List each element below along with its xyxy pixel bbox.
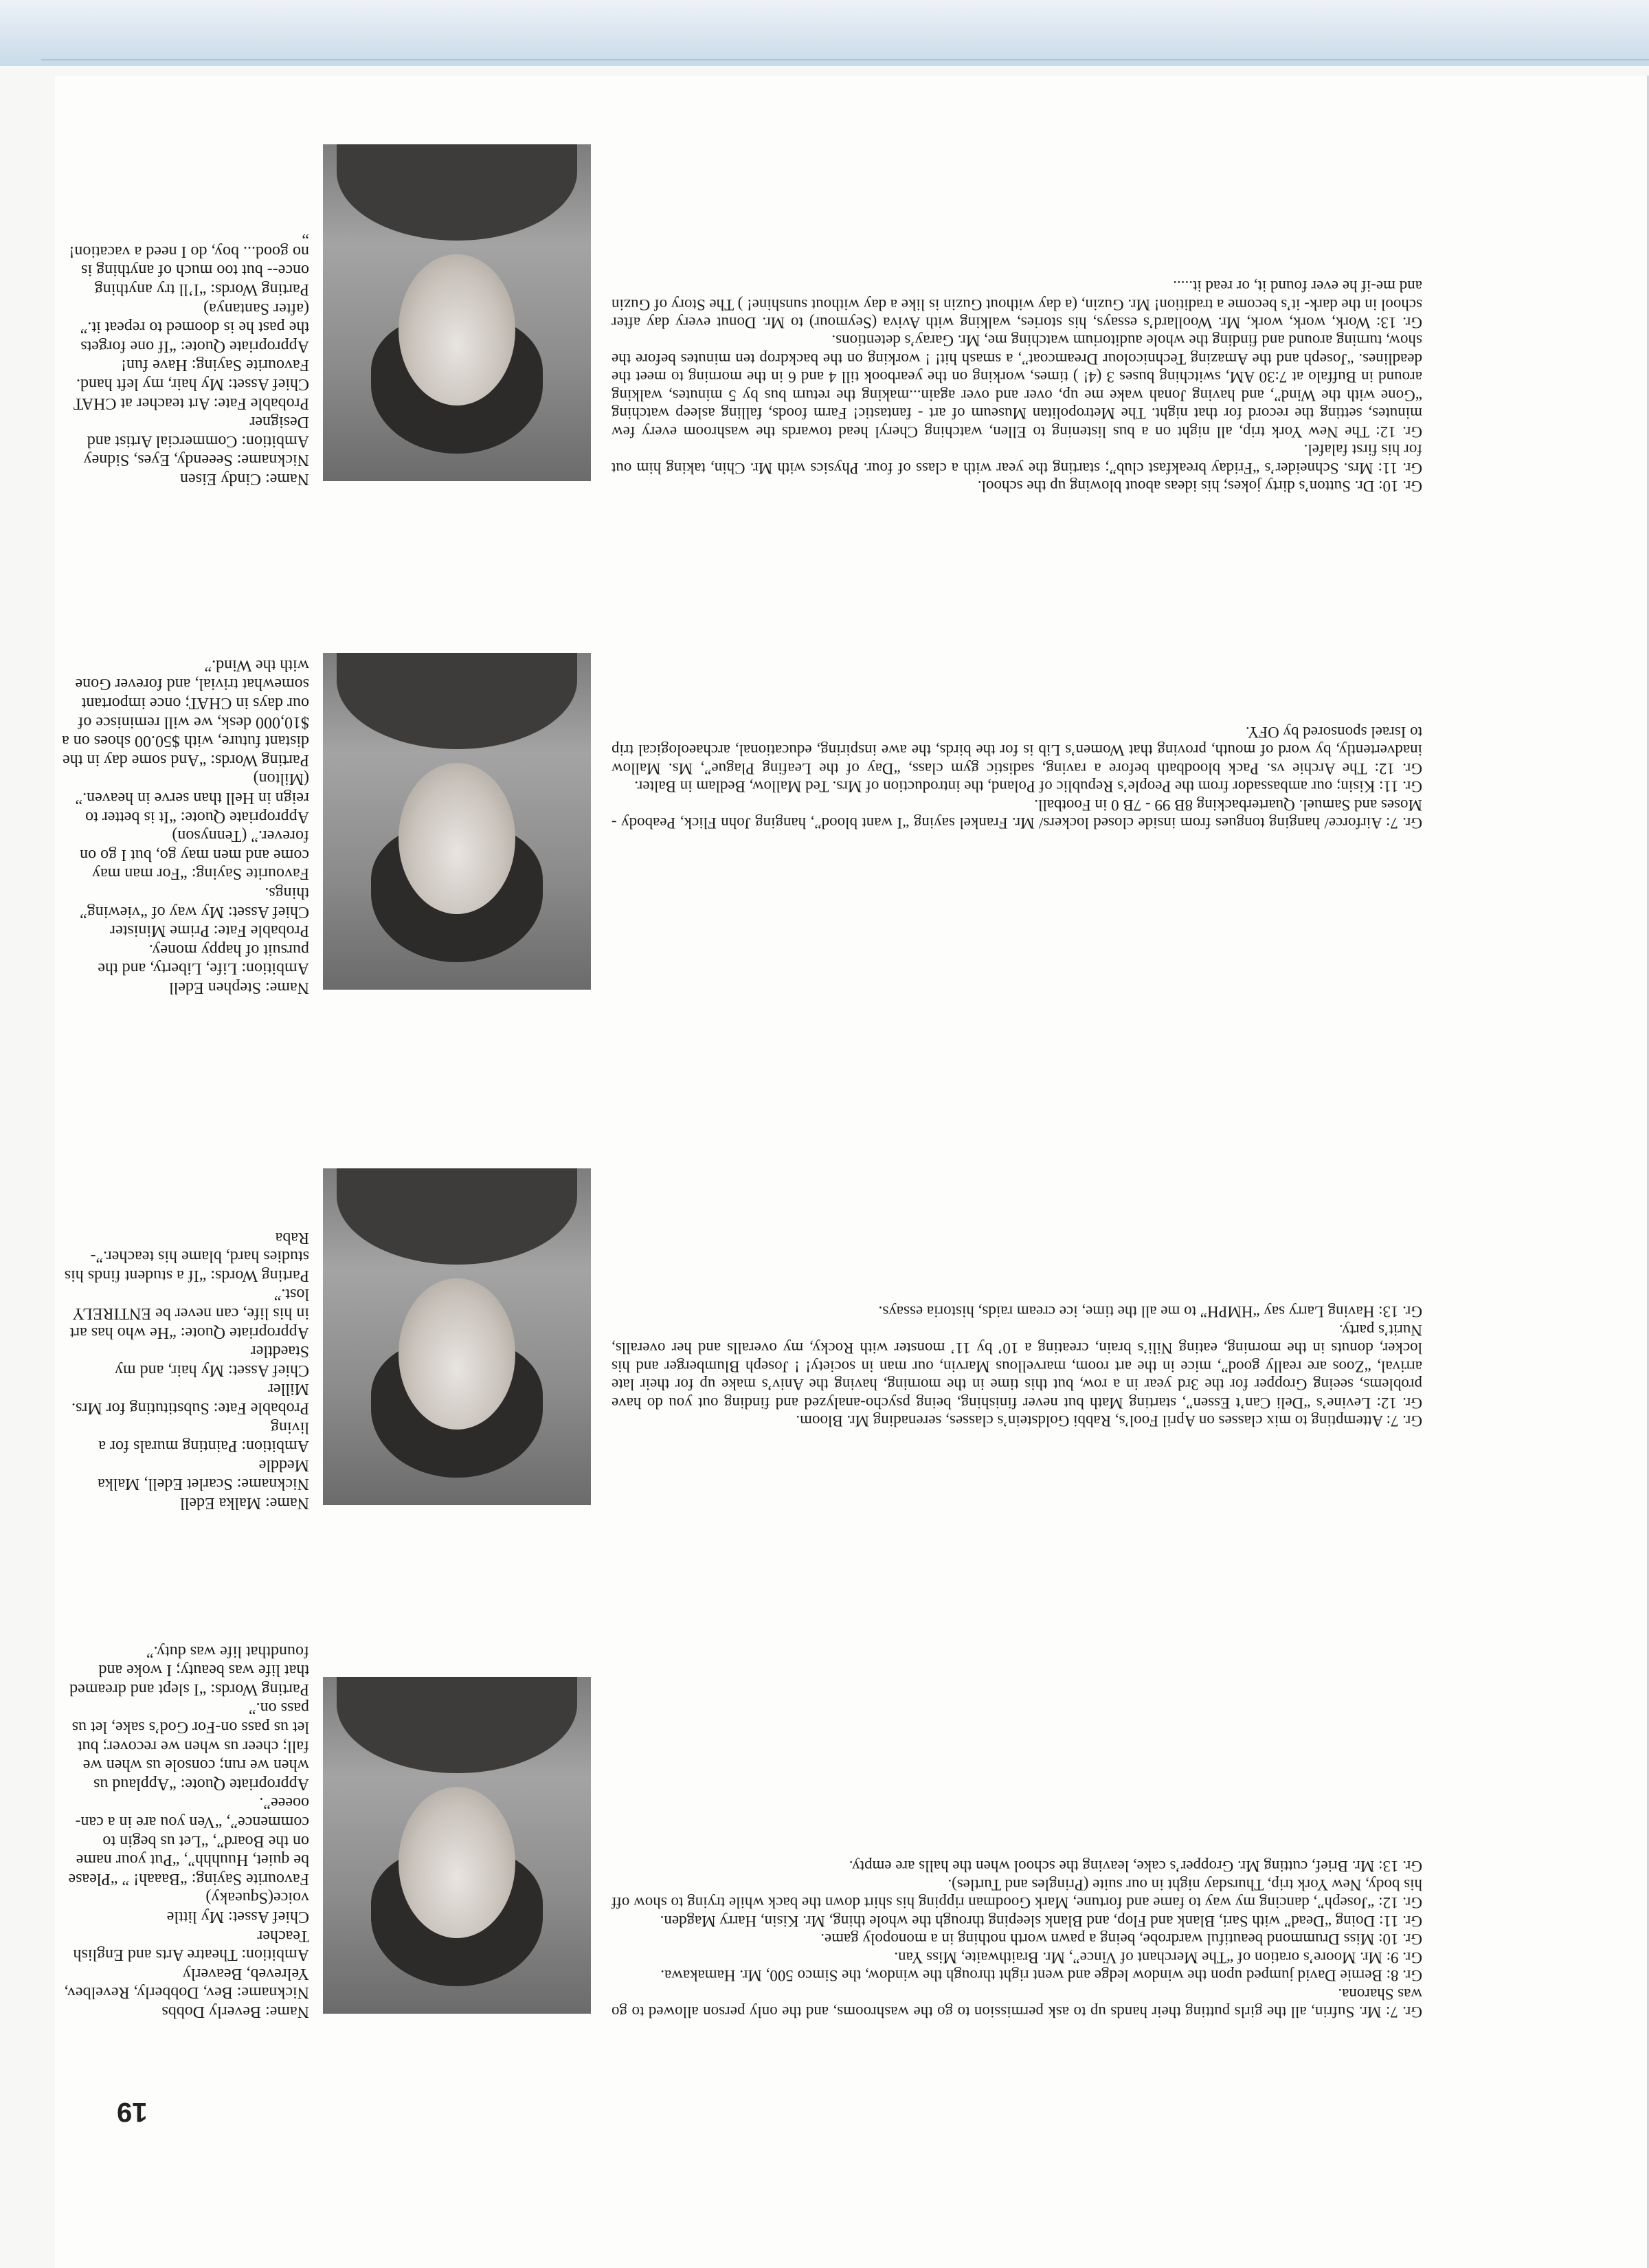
profile-parting-words: Parting Words: “If a student finds his studies hard, blame his teacher.”-Raba: [64, 1228, 309, 1285]
profile-favourite-saying: Favourite Saying: Have fun!: [121, 356, 309, 375]
memory-gr12: Gr. 12: Levine’s “Deli Can’t Essen”, starting Math but never finishing, being psycho-analyzed and finding out you do have problems, seeing Gropper for the 3rd year in a row, but this time in the morning, having the Aniv’s make up for their late arrival, “Zoos are really good”, mice in the art room, marvellous Marvin, our man in society! ! Joseph Blumberger and his locker, donuts in the morning, eating Nili’s brain, creating a 10’ by 11’ monster with Rocky, my overalls and her overalls, Nurit’s party.: [612, 1321, 1422, 1412]
memory-gr13: Gr. 13: Mr. Brief, cutting Mr. Gropper’s cake, leaving the school when the halls are empty.: [849, 1858, 1422, 1876]
student-entry-stephen-edell: [55, 612, 1649, 997]
student-photo: [323, 1677, 591, 2014]
profile-appropriate-quote: Appropriate Quote: “Applaud us when we run; console us when we fall; cheer us when we recover; but let us pass on-For God’s sake, let us pass on.”: [71, 1699, 309, 1793]
student-entry-cindy-eisen: [55, 103, 1649, 495]
student-photo: [323, 144, 591, 481]
profile-appropriate-quote: Appropriate Quote: “If one forgets the past he is doomed to repeat it.” (after Santanya): [80, 299, 309, 355]
scanner-edge: [0, 0, 1649, 66]
student-profile: [62, 223, 309, 488]
profile-chief-asset: Chief Asset: My hair, my left hand.: [76, 375, 309, 394]
profile-probable-fate: Probable Fate: Art teacher at CHAT: [73, 394, 309, 412]
student-photo: [323, 653, 591, 990]
memory-gr13: Gr. 13: Having Larry say “HMPH” to me all the time, ice cream raids, historia essays.: [878, 1303, 1422, 1321]
memory-gr11: Gr. 11: Doing “Dead” with Sari, Blank and Flop, and Blank sleeping through the whole thing, Mr. Kisin, Harry Magden.: [660, 1912, 1422, 1930]
profile-parting-words: Parting Words: “I slept and dreamed that life was beauty; I woke and foundthat life was duty.”: [69, 1642, 309, 1698]
memory-gr12: Gr. 12: The New York trip, all night on a bus listening to Ellen, watching Cheryl head towards the washroom every few minutes, setting the record for that night. The Metropolitan Museum of art - fantastic! Farm foods, falling asleep watching “Gone with the Wind”, and having Jonah wake me up, over and over again...making the return bus by 5 minutes, walking around in Buffalo at 7:30 AM, switching buses 3 (4! ) times, working on the yearbook till 4 and 6 in the morning to meet the deadlines. “Joseph and the Amazing Technicolour Dreamcoat”, a smash hit! ! working on the backdrop ten minutes before the show, turning around and finding the whole auditorium watching me, Mr. Garay’s detentions.: [612, 332, 1422, 441]
memory-gr13: Gr. 13: Work, work, work, Mr. Woollard’s essays, his stories, walking with Aviva (Seymour) to Mr. Donut every day after school in the dark- it’s become a tradition! Mr. Guzin, (a day without Guzin is like a day without sunshine! ) The Story of Guzin and me-if he ever found it, or read it.....: [611, 278, 1422, 332]
memory-gr8: Gr. 8: Bernie David jumped upon the window ledge and went right through the window, the Simco 500, Mr. Hamakawa.: [660, 1967, 1422, 1985]
memory-gr11: Gr. 11: Kisin; our ambassador from the People’s Republic of Poland, the introduction of Mrs. Ted Mallow, Bedlam in Balter.: [634, 778, 1422, 796]
student-entry-malka-edell: [55, 1127, 1649, 1512]
student-memories: [612, 1857, 1422, 2021]
profile-ambition: Ambition: Commercial Artist and Designer: [87, 413, 309, 450]
profile-probable-fate: Probable Fate: Prime Minister: [110, 922, 309, 940]
student-profile: [62, 655, 309, 997]
profile-name: Name: Cindy Eisen: [180, 470, 309, 488]
profile-chief-asset: Chief Asset: My hair, and my Staedtler: [114, 1342, 309, 1379]
student-photo: [323, 1168, 591, 1505]
profile-favourite-saying: Favourite Saying: “Baaah! ” “Please be quiet, Huuhhh”, “Put your name on the Board”, “Let us begin to commence”, “Ven you are in a can-ooeee”.: [68, 1794, 309, 1888]
profile-name: Name: Stephen Edell: [169, 979, 309, 997]
profile-ambition: Ambition: Painting murals for a living: [98, 1418, 309, 1456]
profile-favourite-saying: Favourite Saying: “For man may come and men may go, but I go on forever.” (Tennyson): [80, 827, 309, 883]
memory-gr7: Gr. 7: Mr. Sufrin, all the girls putting their hands up to ask permission to go the washrooms, and the only person allowed to go was Sharona.: [612, 1985, 1422, 2021]
student-entry-beverly-dobbs: [55, 1636, 1649, 2021]
memory-gr9: Gr. 9: Mr. Moore’s oration of “The Merchant of Vince”, Mr. Braithwaite, Miss Yan.: [894, 1948, 1422, 1966]
memory-gr11: Gr. 11: Mrs. Schneider’s “Friday breakfast club”; starting the year with a class of four. Physics with Mr. Chin, taking him out for his first falafel.: [612, 441, 1422, 477]
memory-gr7: Gr. 7: Attempting to mix classes on April Fool’s, Rabbi Goldstein’s classes, serenading Mr. Bloom.: [796, 1412, 1422, 1430]
profile-name: Name: Beverly Dobbs: [161, 2003, 309, 2021]
profile-nickname: Nickname: Seeendy, Eyes, Sidney: [83, 451, 309, 469]
yearbook-page: [55, 76, 1649, 2268]
page-content-upside-down: [55, 76, 1649, 2268]
profile-ambition: Ambition: Theatre Arts and English Teacher: [73, 1926, 309, 1964]
student-memories: [612, 1302, 1422, 1430]
profile-name: Name: Malka Edell: [180, 1494, 309, 1512]
profile-appropriate-quote: Appropriate Quote: “He who has art in his life, can never be ENTIRELY lost.”: [69, 1285, 309, 1342]
memory-gr12: Gr. 12: “Joseph”, dancing my way to fame and fortune, Mark Goodman ripping his shirt down the back while trying to show off his body, New York trip, Thursday night in our suite (Pringles and Turtles).: [612, 1876, 1422, 1912]
profile-nickname: Nickname: Scarlet Edell, Malka Meddle: [98, 1456, 309, 1493]
memory-gr7: Gr. 7: Airforce/ hanging tongues from inside closed lockers/ Mr. Frankel saying “I want blood”, hanging John Flick, Peabody - Moses and Samuel. Quarterbacking 8B 99 - 7B 0 in Football.: [612, 796, 1422, 832]
memory-gr12: Gr. 12: The Archie vs. Pack bloodbath before a raving, sadistic gym class, “Day of the Leafing Plague”, Ms. Mallow inadvertently, by word of mouth, proving that Women’s Lib is for the birds, the awe inspiring, educational, archaeological trip to Israel sponsored by OFY.: [612, 723, 1422, 777]
profile-chief-asset: Chief Asset: My way of “viewing” things.: [80, 884, 309, 921]
profile-probable-fate: Probable Fate: Substituting for Mrs. Miller: [71, 1380, 309, 1418]
profile-parting-words: Parting Words: “And some day in the distant future, with $50.00 shoes on a $10,000 desk, we will reminisce of our days in CHAT; once important somewhat trivial, and forever Gone with the Wind.”: [62, 656, 309, 769]
profile-appropriate-quote: Appropriate Quote: “It is better to reign in Hell than serve in heaven.” (Milton): [75, 770, 309, 826]
student-memories: [612, 277, 1422, 495]
page-number: 19: [117, 2097, 148, 2127]
profile-ambition: Ambition: Life, Liberty, and the pursuit of happy money.: [98, 940, 309, 978]
student-profile: [62, 1227, 309, 1512]
student-profile: [62, 1641, 309, 2021]
memory-gr10: Gr. 10: Dr. Sutton’s dirty jokes; his ideas about blowing up the school.: [977, 478, 1422, 495]
memory-gr10: Gr. 10: Miss Drummond beautiful wardrobe, being a pawn worth nothing in a monopoly game.: [820, 1931, 1422, 1948]
profile-chief-asset: Chief Asset: My little voice(Squeaky): [166, 1889, 309, 1926]
student-memories: [612, 722, 1422, 832]
profile-nickname: Nickname: Bev, Dobberly, Revelbev, Yelreveb, Beaverly: [64, 1964, 309, 2002]
profile-parting-words: Parting Words: “I’ll try anything once-- but too much of anything is no good... boy, do I need a vacation! ”: [69, 223, 309, 299]
